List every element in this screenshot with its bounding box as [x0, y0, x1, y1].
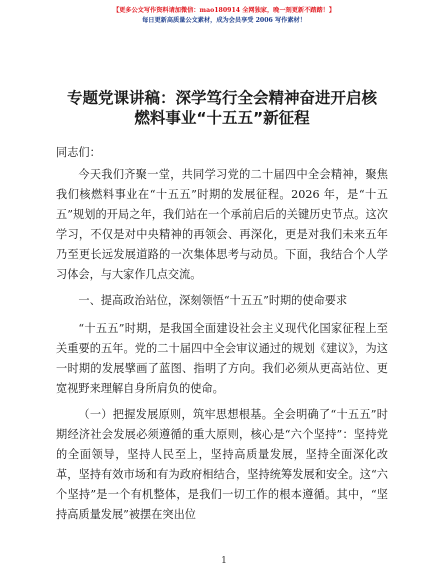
- document-title: [56, 88, 388, 128]
- subsection-1-paragraph: （一）把握发展原则，筑牢思想根基。全会明确了“十五五”时期经济社会发展必须遵循的重大原则，核心是“六个坚持”：坚持党的全面领导，坚持人民至上，坚持高质量发展，坚持全面深化改革，坚持有效市场和有为政府相结合，坚持统筹发展和安全。这“六个坚持”是一个有机整体，是我们一切工作的根本遵循。其中，“坚持高质量发展”被摆在突出位: [56, 408, 388, 521]
- title-line-2: 燃料事业“十五五”新征程: [134, 109, 310, 127]
- promo-line-1: 【更多公文写作资料请加微信：mao180914 全网独家，晚一刻更新不踏踏！】: [112, 7, 336, 14]
- section-heading-1: 一、提高政治站位，深刻领悟“十五五”时期的使命要求: [78, 294, 348, 307]
- section-1-paragraph: “十五五”时期，是我国全面建设社会主义现代化国家征程上至关重要的五年。党的二十届四中全会审议通过的规划《建议》，为这一时期的发展擘画了蓝图、指明了方向。我们必须从更高站位、更宽视野来理解自身所肩负的使命。: [56, 322, 388, 395]
- promo-line-2: 每日更新高质量公文素材，成为会员享受 2006 写作素材！: [142, 17, 306, 24]
- title-line-1: 专题党课讲稿：深学笃行全会精神奋进开启核: [66, 89, 377, 107]
- promo-banner: [0, 6, 448, 26]
- salutation: 同志们：: [56, 146, 101, 159]
- intro-paragraph: 今天我们齐聚一堂，共同学习党的二十届四中全会精神，聚焦我们核燃料事业在“十五五”时期的发展征程。2026 年，是“十五五”规划的开局之年，我们站在一个承前启后的关键历史节点。这次学习，不仅是对中央精神的再领会、再深化，更是对我们未来五年乃至更长远发展道路的一次集体思考与动员。下面，我结合个人学习体会，与大家作几点交流。: [56, 168, 388, 281]
- document-body: [56, 88, 388, 531]
- page-number: 1: [221, 556, 227, 566]
